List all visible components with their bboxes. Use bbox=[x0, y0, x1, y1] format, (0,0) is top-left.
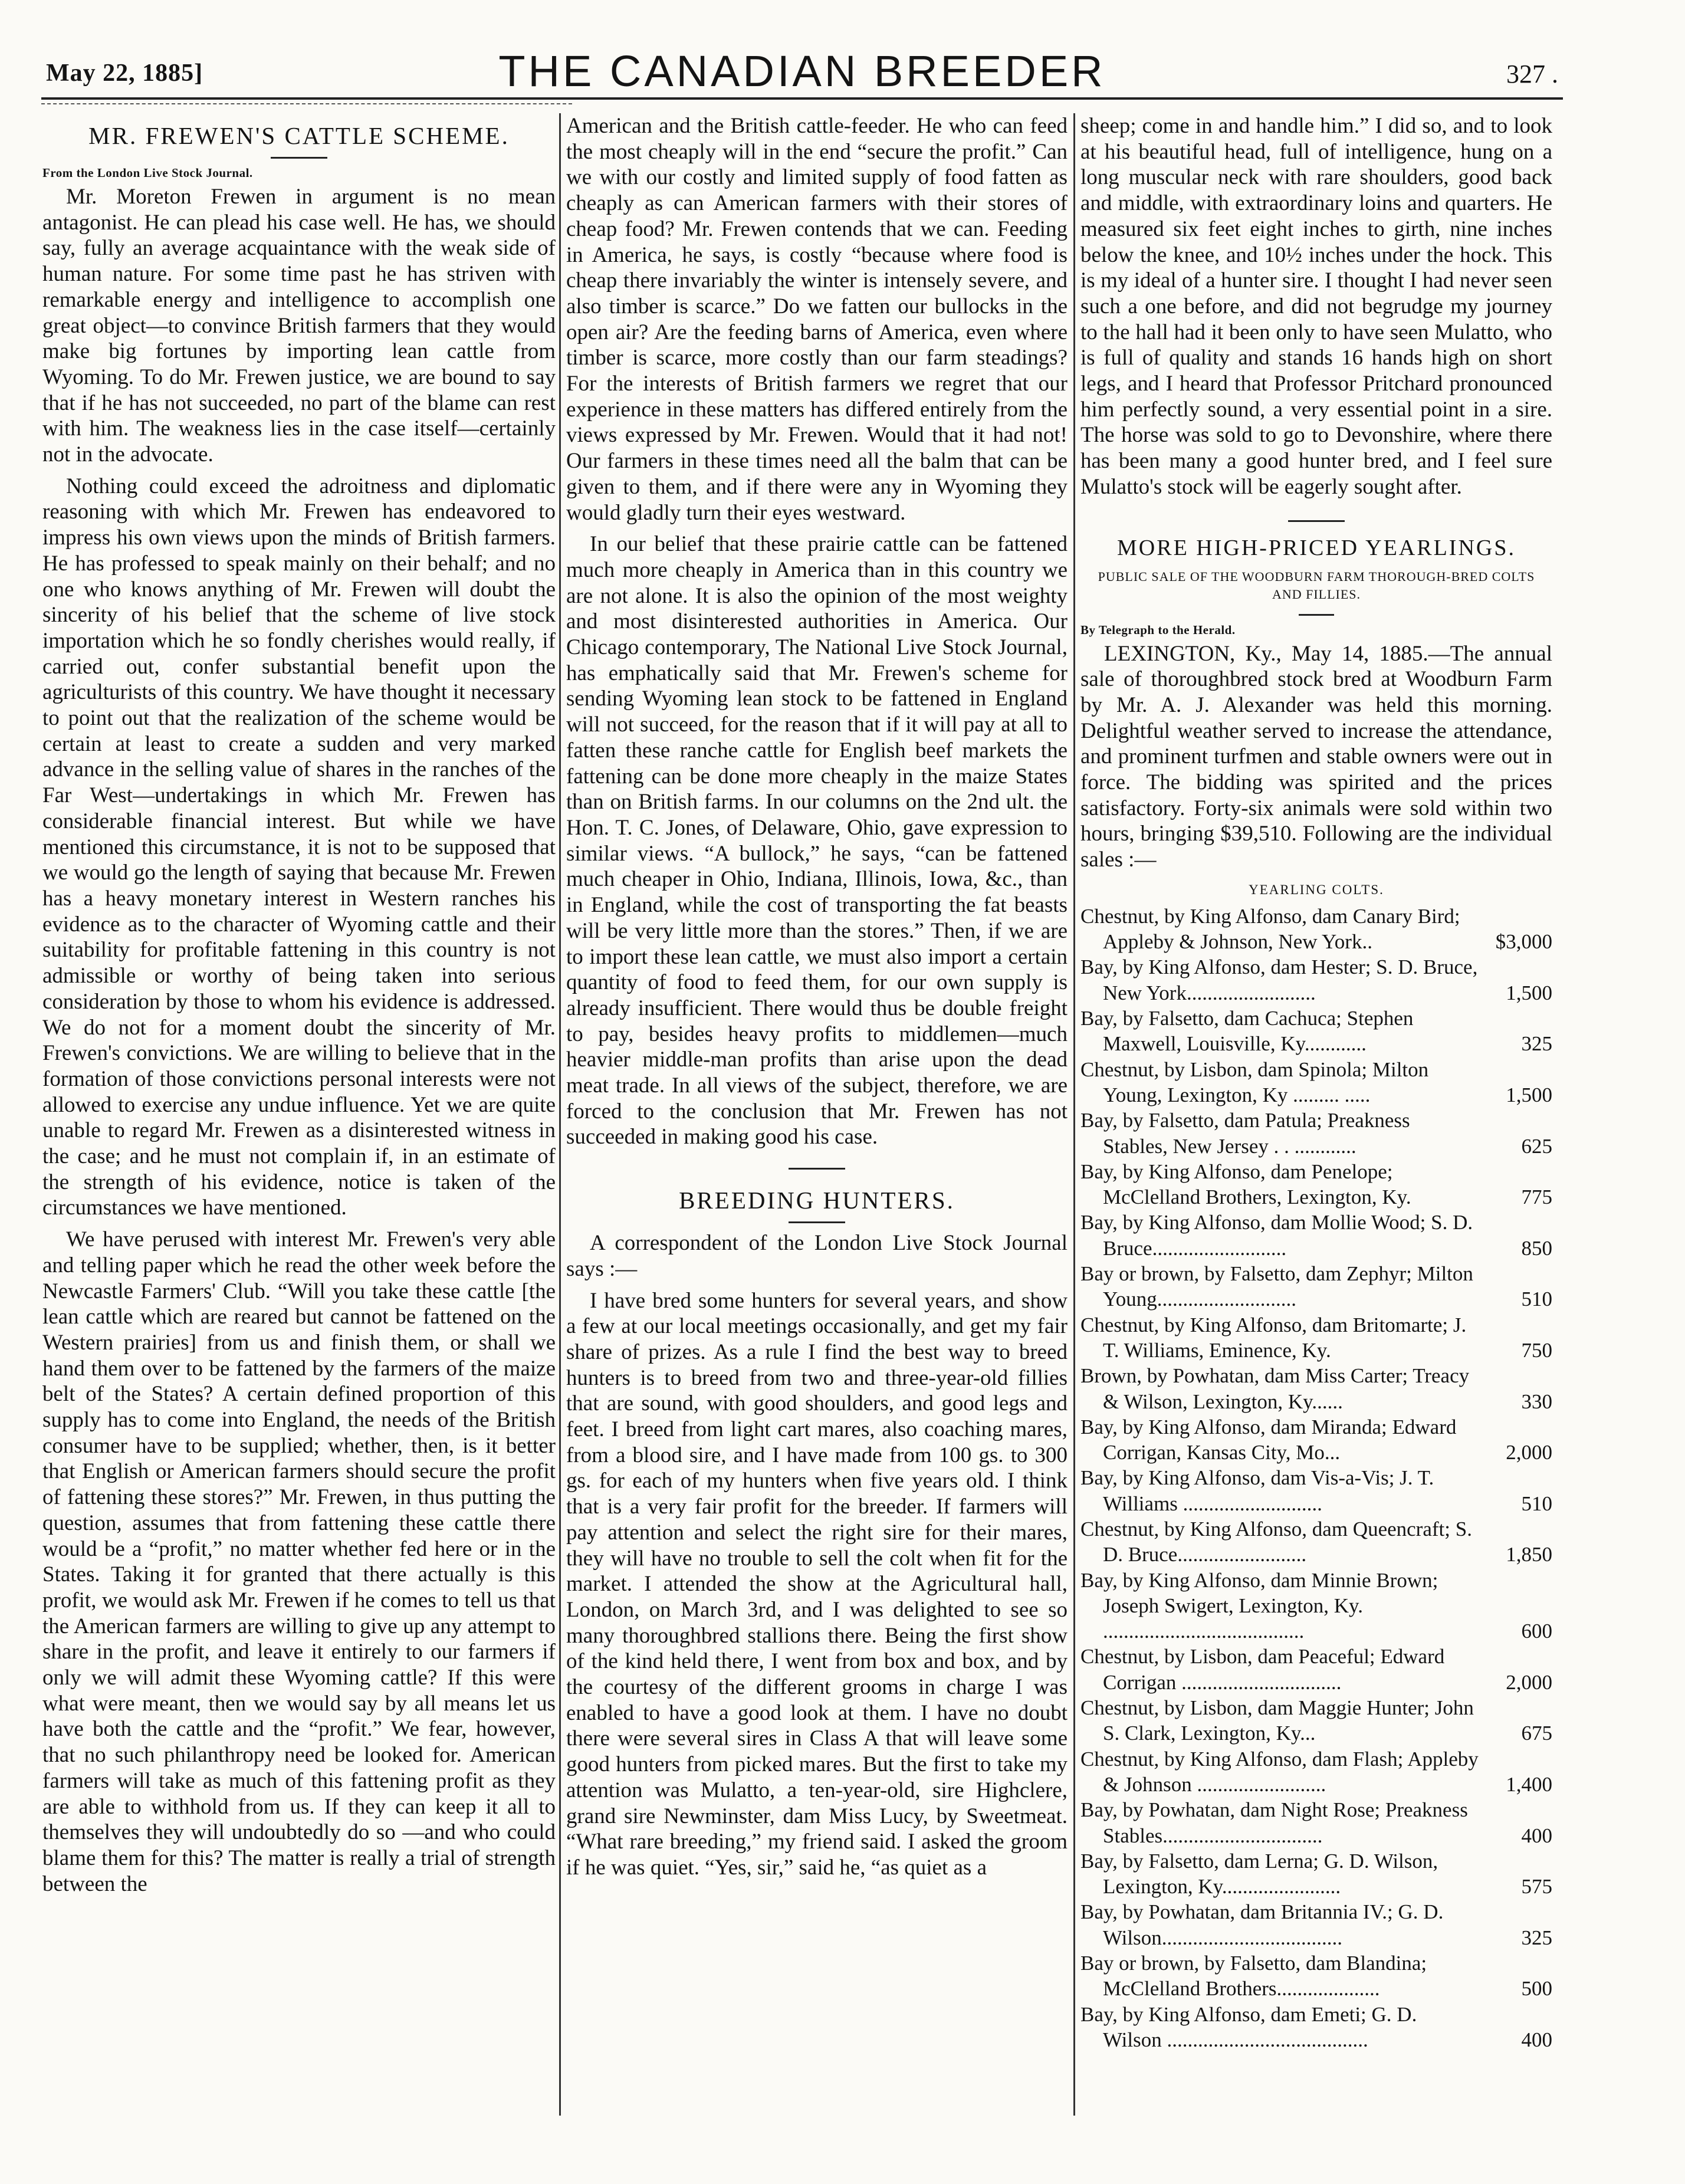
newspaper-title: THE CANADIAN BREEDER bbox=[498, 47, 1106, 96]
sale-description: Chestnut, by King Alfonso, dam Canary Bird; Appleby & Johnson, New York.. bbox=[1080, 904, 1460, 954]
title-rule bbox=[1299, 614, 1334, 616]
list-item bbox=[1080, 1108, 1552, 1159]
list-item bbox=[1080, 1210, 1552, 1261]
sale-price: 400 bbox=[1521, 1824, 1552, 1847]
sale-description: Bay or brown, by Falsetto, dam Zephyr; Milton Young........................... bbox=[1080, 1262, 1473, 1311]
list-item bbox=[1080, 1516, 1552, 1568]
sale-price: 575 bbox=[1521, 1875, 1552, 1899]
sale-description: Bay, by Falsetto, dam Patula; Preakness Stables, New Jersey . . ............ bbox=[1080, 1109, 1410, 1158]
sale-description: Chestnut, by King Alfonso, dam Britomarte; J. T. Williams, Eminence, Ky. bbox=[1080, 1313, 1467, 1362]
sale-description: Bay, by King Alfonso, dam Hester; S. D. Bruce, New York......................... bbox=[1080, 955, 1478, 1004]
list-item bbox=[1080, 2002, 1552, 2053]
sale-description: Bay, by King Alfonso, dam Vis-a-Vis; J. T. Williams ........................... bbox=[1080, 1466, 1434, 1515]
list-item bbox=[1080, 1568, 1552, 1644]
list-item bbox=[1080, 1363, 1552, 1414]
sale-price: 1,500 bbox=[1506, 981, 1552, 1004]
sale-price: 600 bbox=[1521, 1620, 1552, 1643]
masthead-rule-dashed bbox=[41, 103, 572, 104]
list-item bbox=[1080, 1695, 1552, 1746]
sale-description: Bay or brown, by Falsetto, dam Blandina; McClelland Brothers.................... bbox=[1080, 1952, 1427, 2001]
list-item bbox=[1080, 1848, 1552, 1900]
article-paragraph: LEXINGTON, Ky., May 14, 1885.—The annual sale of thoroughbred stock bred at Woodburn Farm by Mr. A. J. Alexander was held this morning. Delightful weather served to increase the attendance, and prominent turfmen and stable owners were out in force. The bidding was spirited and the prices satisfactory. Forty-six animals were sold within two hours, bringing $39,510. Following are the individual sales :— bbox=[1080, 641, 1552, 872]
list-item bbox=[1080, 1746, 1552, 1798]
sale-description: Chestnut, by Lisbon, dam Spinola; Milton Young, Lexington, Ky ......... ..... bbox=[1080, 1057, 1429, 1106]
column-2 bbox=[566, 113, 1068, 1887]
article-paragraph: Nothing could exceed the adroitness and diplomatic reasoning with which Mr. Frewen has endeavored to impress his own views upon the minds of British farmers. He has professed to speak mainly on their behalf; and no one who knows anything of Mr. Frewen will doubt the sincerity of his belief that the scheme of live stock importation which he so fondly cherishes would really, if carried out, confer substantial benefit upon the agriculturists of this country. We have thought it necessary to point out that the realization of the scheme would be certain at least to create a sudden and very marked advance in the selling value of shares in the ranches of the Far West—undertakings in which Mr. Frewen has considerable financial interest. But while we have mentioned this circumstance, it is not to be supposed that we would go the length of saying that because Mr. Frewen has a heavy monetary interest in Western ranches his evidence as to the character of Wyoming cattle and their suitability for profitable fattening in this country is not admissible or worthy of being taken into serious consideration by those to whom his evidence is addressed. We do not for a moment doubt the sincerity of Mr. Frewen's convictions. We are willing to believe that in the formation of those convictions personal interests were not allowed to exercise any undue influence. Yet we are quite unable to regard Mr. Frewen as a disinterested witness in the case; and he must not complain if, in an estimate of the strength of his evidence, notice is taken of the circumstances we have mentioned. bbox=[42, 474, 556, 1220]
masthead-rule bbox=[41, 97, 1563, 100]
article-title: BREEDING HUNTERS. bbox=[679, 1187, 955, 1214]
list-heading: YEARLING COLTS. bbox=[1249, 882, 1384, 897]
sale-description: Bay, by King Alfonso, dam Mollie Wood; S. D. Bruce.......................... bbox=[1080, 1211, 1473, 1260]
list-item bbox=[1080, 1465, 1552, 1516]
sale-price: 625 bbox=[1521, 1134, 1552, 1158]
list-item bbox=[1080, 1159, 1552, 1210]
sale-description: Chestnut, by King Alfonso, dam Flash; Appleby & Johnson ......................... bbox=[1080, 1747, 1479, 1796]
sale-price: 2,000 bbox=[1506, 1670, 1552, 1694]
sale-price: 500 bbox=[1521, 1977, 1552, 2001]
list-item bbox=[1080, 954, 1552, 1006]
sale-description: Bay, by Powhatan, dam Night Rose; Preakness Stables............................... bbox=[1080, 1798, 1468, 1847]
sale-price: 1,400 bbox=[1506, 1772, 1552, 1796]
sale-description: Bay, by King Alfonso, dam Penelope; McClelland Brothers, Lexington, Ky. bbox=[1080, 1160, 1411, 1209]
sale-price: 775 bbox=[1521, 1185, 1552, 1209]
sale-price: 325 bbox=[1521, 1926, 1552, 1949]
sale-description: Chestnut, by Lisbon, dam Maggie Hunter; John S. Clark, Lexington, Ky... bbox=[1080, 1696, 1474, 1745]
column-3 bbox=[1080, 113, 1552, 2052]
masthead bbox=[41, 46, 1563, 102]
list-item bbox=[1080, 1414, 1552, 1466]
sale-price: 325 bbox=[1521, 1032, 1552, 1056]
article-paragraph: Mr. Moreton Frewen in argument is no mean antagonist. He can plead his case well. He has, we should say, fully an average acquaintance with the weak side of human nature. For some time past he has striven with remarkable energy and intelligence to accomplish one great object—to convince British farmers that they would make big fortunes by importing lean cattle from Wyoming. To do Mr. Frewen justice, we are bound to say that if he has not succeeded, no part of the blame can rest with him. The weakness lies in the case itself—certainly not in the advocate. bbox=[42, 185, 556, 467]
article-paragraph: sheep; come in and handle him.” I did so, and to look at his beautiful head, full of intelligence, hung on a long muscular neck with rare shoulders, good back and middle, with extraordinary loins and quarters. He measured six feet eight inches to girth, nine inches below the knee, and 10½ inches under the hock. This is my ideal of a hunter sire. I thought I had never seen such a one before, and did not begrudge my journey to the hall had it been only to have seen Mulatto, who is full of quality and stands 16 hands high on short legs, and I heard that Professor Pritchard pronounced him perfectly sound, a very essential point in a sire. The horse was sold to go to Devonshire, where there has been many a good hunter bred, and I feel sure Mulatto's stock will be eagerly sought after. bbox=[1080, 114, 1552, 499]
list-item bbox=[1080, 1312, 1552, 1364]
sale-price: 510 bbox=[1521, 1288, 1552, 1311]
page-number: 327 . bbox=[1506, 60, 1558, 88]
article-intro: A correspondent of the London Live Stock Journal says :— bbox=[566, 1231, 1068, 1281]
sale-description: Chestnut, by King Alfonso, dam Queencraft; S. D. Bruce......................... bbox=[1080, 1518, 1472, 1566]
article-paragraph: We have perused with interest Mr. Frewen's very able and telling paper which he read the other week before the Newcastle Farmers' Club. “Will you take these cattle [the lean cattle which are reared but cannot be fattened on the Western prairies] from us and finish them, or shall we hand them over to be fattened by the farmers of the maize belt of the States? A certain defined proportion of this supply has to come into England, the needs of the British consumer have to be supplied; whether, then, is it better that English or American farmers should secure the profit of fattening these stores?” Mr. Frewen, in thus putting the question, assumes that from fattening these cattle there would be a “profit,” no matter whether fed here or in the States. Taking it for granted that there actually is this profit, we would ask Mr. Frewen if he comes to tell us that the American farmers are willing to give up any attempt to share in the profit, and leave it entirely to our farmers if only we will admit these Wyoming cattle? If this were what were meant, then we would say by all means let us have both the cattle and the “profit.” We fear, however, that no such philanthropy need be looked for. American farmers will take as much of this fattening profit as they are able to withhold from us. If they can keep it all to themselves they will undoubtedly do so —and who could blame them for this? The matter is really a trial of strength between the bbox=[42, 1227, 556, 1896]
article-source: From the London Live Stock Journal. bbox=[42, 166, 253, 180]
list-item bbox=[1080, 1261, 1552, 1312]
sale-description: Chestnut, by Lisbon, dam Peaceful; Edward Corrigan ............................... bbox=[1080, 1645, 1445, 1694]
list-item bbox=[1080, 1644, 1552, 1695]
article-paragraph: American and the British cattle-feeder. He who can feed the most cheaply will in the end “secure the profit.” Can we with our costly and limited supply of food fatten as cheaply as can American farmers with their stores of cheap food? Mr. Frewen contends that we can. Feeding in America, he says, is costly “because where food is cheap there invariably the winter is intensely severe, and also timber is scarce.” Do we fatten our bullocks in the open air? Are the feeding barns of America, even where timber is scarce, more costly than our farm steadings? For the interests of British farmers we regret that our experience in these matters has differed entirely from the views expressed by Mr. Frewen. Would that it had not! Our farmers in these times need all the balm that can be given to them, and if there were any in Wyoming they would gladly turn their eyes westward. bbox=[566, 114, 1068, 525]
article-subtitle: PUBLIC SALE OF THE WOODBURN FARM THOROUGH-BRED COLTS AND FILLIES. bbox=[1098, 569, 1535, 602]
issue-date: May 22, 1885] bbox=[46, 60, 203, 87]
sale-description: Bay, by Falsetto, dam Cachuca; Stephen Maxwell, Louisville, Ky............ bbox=[1080, 1007, 1414, 1056]
sale-description: Bay, by Falsetto, dam Lerna; G. D. Wilson, Lexington, Ky....................... bbox=[1080, 1849, 1438, 1899]
list-item bbox=[1080, 1950, 1552, 2002]
article-source: By Telegraph to the Herald. bbox=[1080, 622, 1236, 637]
article-paragraph: I have bred some hunters for several years, and show a few at our local meetings occasionally, and get my fair share of prizes. As a rule I find the best way to breed hunters is to breed from two and three-year-old fillies that are sound, with good shoulders, and good legs and feet. I breed from light cart mares, also coaching mares, from a blood sire, and I have made from 100 gs. to 300 gs. for each of my hunters when five years old. I think that is a very fair profit for the breeder. If farmers will pay attention and select the right sire for their mares, they will have no trouble to sell the colt when fit for the market. I attended the show at the Agricultural hall, London, on March 3rd, and I was delighted to see so many thoroughbred stallions there. Being the first show of the kind held there, I went from box and box, and by the courtesy of the different grooms in charge I was enabled to have a good look at them. I have no doubt there were several sires in Class A that will leave some good hunters from picked mares. But the first to take my attention was Mulatto, a ten-year-old, sire Highclere, grand sire Newminster, dam Miss Lucy, by Sweetmeat. “What rare breeding,” my friend said. I asked the groom if he was quiet. “Yes, sir,” said he, “as quiet as a bbox=[566, 1288, 1068, 1880]
column-divider bbox=[1073, 113, 1075, 2116]
sale-price: 400 bbox=[1521, 2028, 1552, 2051]
sale-price: 750 bbox=[1521, 1338, 1552, 1362]
sale-price: 330 bbox=[1521, 1390, 1552, 1413]
section-rule bbox=[1288, 520, 1345, 522]
section-rule bbox=[789, 1168, 845, 1170]
list-item bbox=[1080, 1899, 1552, 1950]
list-item bbox=[1080, 1797, 1552, 1848]
sale-description: Bay, by King Alfonso, dam Miranda; Edward Corrigan, Kansas City, Mo... bbox=[1080, 1415, 1457, 1464]
sale-description: Bay, by Powhatan, dam Britannia IV.; G. D. Wilson................................... bbox=[1080, 1900, 1444, 1949]
sale-price: 1,500 bbox=[1506, 1083, 1552, 1106]
column-divider bbox=[559, 113, 561, 2116]
sale-price: 675 bbox=[1521, 1722, 1552, 1745]
title-rule bbox=[271, 157, 327, 159]
sale-description: Bay, by King Alfonso, dam Emeti; G. D. Wilson ....................................... bbox=[1080, 2002, 1417, 2051]
column-1 bbox=[42, 113, 556, 1903]
sale-description: Bay, by King Alfonso, dam Minnie Brown; Joseph Swigert, Lexington, Ky. ....................................... bbox=[1080, 1568, 1438, 1643]
sale-description: Brown, by Powhatan, dam Miss Carter; Treacy & Wilson, Lexington, Ky...... bbox=[1080, 1364, 1470, 1413]
sale-price: $3,000 bbox=[1495, 930, 1552, 954]
sale-price: 510 bbox=[1521, 1492, 1552, 1515]
article-title: MORE HIGH-PRICED YEARLINGS. bbox=[1117, 535, 1516, 560]
article-title: MR. FREWEN'S CATTLE SCHEME. bbox=[88, 122, 510, 149]
sale-price: 1,850 bbox=[1506, 1543, 1552, 1566]
list-item bbox=[1080, 1057, 1552, 1108]
title-rule bbox=[789, 1221, 845, 1223]
sale-price: 2,000 bbox=[1506, 1441, 1552, 1464]
sale-price: 850 bbox=[1521, 1236, 1552, 1260]
list-item bbox=[1080, 1006, 1552, 1057]
article-paragraph: In our belief that these prairie cattle can be fattened much more cheaply in America than in this country we are not alone. It is also the opinion of the most weighty and most disinterested authorities in America. Our Chicago contemporary, The National Live Stock Journal, has emphatically said that Mr. Frewen's scheme for sending Wyoming lean stock to be fattened in England will not succeed, for the reason that if it will pay at all to fatten these ranche cattle for English beef markets the fattening can be done more cheaply in the maize States than on British farms. In our columns on the 2nd ult. the Hon. T. C. Jones, of Delaware, Ohio, gave expression to similar views. “A bullock,” he says, “can be fattened much cheaper in Ohio, Indiana, Illinois, Iowa, &c., than in England, while the cost of transporting the fat beasts will be very little more than the stores.” Then, if we are to import these lean cattle, we must also import a certain quantity of food to feed them, for our own supply is already insufficient. There would thus be double freight to pay, besides heavy profits to middlemen—much heavier middle-man profits than arise upon the dead meat trade. In all views of the subject, therefore, we are forced to the conclusion that Mr. Frewen has not succeeded in making good his case. bbox=[566, 532, 1068, 1150]
list-item bbox=[1080, 904, 1552, 955]
sales-list bbox=[1080, 904, 1552, 2052]
